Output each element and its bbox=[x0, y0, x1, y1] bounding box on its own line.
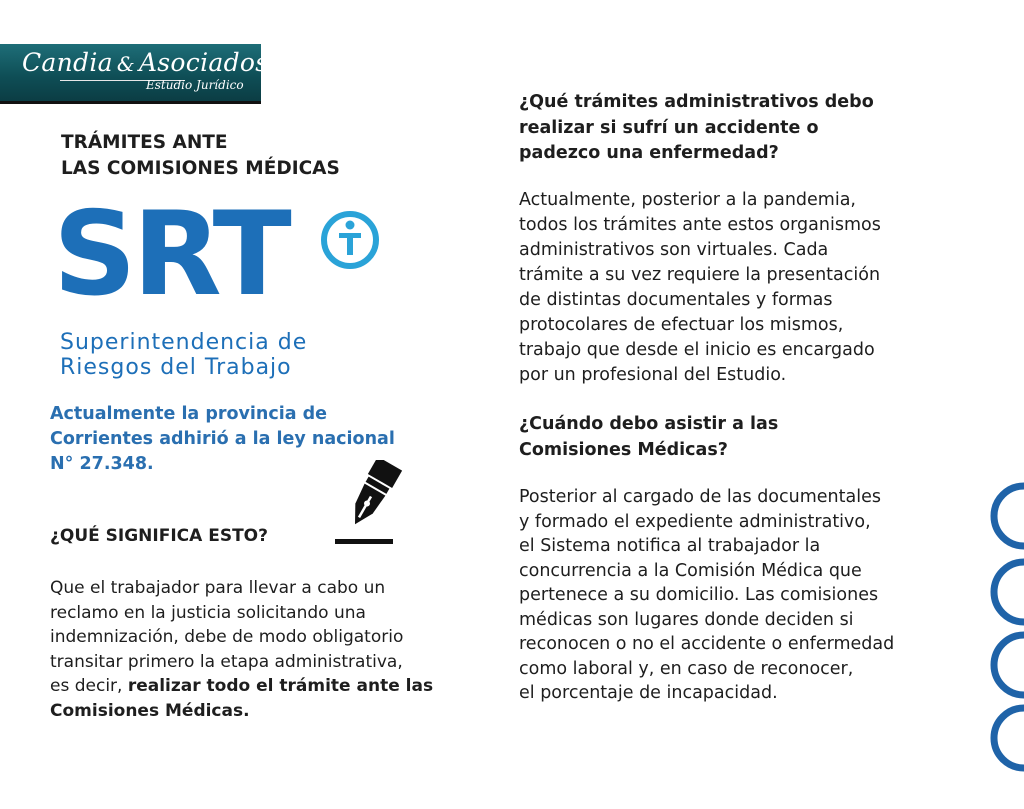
logo-ampersand: & bbox=[116, 52, 135, 76]
a1-line-3: administrativos son virtuales. Cada bbox=[519, 240, 829, 260]
highlight-line-2: Corrientes adhirió a la ley nacional bbox=[50, 429, 395, 449]
meaning-line-5 bbox=[50, 674, 460, 699]
q1-line-3: padezco una enfermedad? bbox=[519, 143, 779, 163]
srt-logo-letters: SRT bbox=[53, 187, 288, 322]
a2-line-5: pertenece a su domicilio. Las comisiones bbox=[519, 585, 879, 605]
logo-word-asociados: Asociados bbox=[138, 48, 269, 77]
srt-name-line-1: Superintendencia de bbox=[60, 330, 308, 355]
a1-line-8: por un profesional del Estudio. bbox=[519, 365, 787, 385]
meaning-line-4: transitar primero la etapa administrativa, bbox=[50, 651, 403, 672]
a1-line-2: todos los trámites ante estos organismos bbox=[519, 215, 881, 235]
a2-line-1: Posterior al cargado de las documentales bbox=[519, 487, 881, 507]
logo-wordmark bbox=[22, 48, 268, 77]
answer-when-attend-paragraph bbox=[519, 485, 949, 706]
a1-line-4: trámite a su vez requiere la presentación bbox=[519, 265, 881, 285]
binder-rings-icon bbox=[986, 480, 1024, 780]
a2-line-7: reconocen o no el accidente o enfermedad bbox=[519, 634, 895, 654]
question-procedures-heading bbox=[519, 90, 919, 167]
question-when-attend-heading bbox=[519, 412, 919, 463]
a1-line-6: protocolares de efectuar los mismos, bbox=[519, 315, 844, 335]
meaning-line-2: reclamo en la justicia solicitando una bbox=[50, 602, 366, 623]
a2-line-4: concurrencia a la Comisión Médica que bbox=[519, 560, 862, 581]
meaning-line-6-bold: Comisiones Médicas. bbox=[50, 700, 250, 721]
meaning-line-5-plain: es decir, bbox=[50, 676, 128, 696]
meaning-heading: ¿QUÉ SIGNIFICA ESTO? bbox=[50, 526, 268, 546]
q1-line-2: realizar si sufrí un accidente o bbox=[519, 117, 819, 138]
meaning-line-5-bold: realizar todo el trámite ante las bbox=[127, 676, 434, 696]
q1-line-1: ¿Qué trámites administrativos debo bbox=[519, 92, 874, 112]
fountain-pen-icon bbox=[333, 460, 405, 546]
a2-line-3: el Sistema notifica al trabajador la bbox=[519, 536, 821, 556]
page-title-line-2: LAS COMISIONES MÉDICAS bbox=[61, 158, 340, 179]
srt-full-name bbox=[60, 330, 307, 380]
meaning-line-3: indemnización, debe de modo obligatorio bbox=[50, 627, 404, 647]
logo-subtitle: Estudio Jurídico bbox=[146, 78, 244, 92]
meaning-paragraph bbox=[50, 576, 460, 723]
a1-line-1: Actualmente, posterior a la pandemia, bbox=[519, 190, 856, 210]
a1-line-5: de distintas documentales y formas bbox=[519, 290, 833, 310]
a2-line-9: el porcentaje de incapacidad. bbox=[519, 683, 778, 703]
a2-line-6: médicas son lugares donde deciden si bbox=[519, 609, 854, 630]
brand-logo bbox=[0, 44, 269, 104]
srt-info-icon bbox=[318, 208, 382, 272]
highlight-line-3: N° 27.348. bbox=[50, 454, 154, 474]
srt-name-line-2: Riesgos del Trabajo bbox=[60, 355, 292, 380]
a2-line-2: y formado el expediente administrativo, bbox=[519, 511, 871, 532]
answer-procedures-paragraph bbox=[519, 188, 929, 388]
q2-line-1: ¿Cuándo debo asistir a las bbox=[519, 414, 779, 434]
logo-word-candia: Candia bbox=[22, 48, 113, 77]
meaning-line-1: Que el trabajador para llevar a cabo un bbox=[50, 578, 386, 598]
page-title bbox=[61, 130, 340, 182]
q2-line-2: Comisiones Médicas? bbox=[519, 439, 728, 460]
a2-line-8: como laboral y, en caso de reconocer, bbox=[519, 658, 854, 679]
highlight-line-1: Actualmente la provincia de bbox=[50, 404, 328, 424]
a1-line-7: trabajo que desde el inicio es encargado bbox=[519, 340, 875, 360]
page-title-line-1: TRÁMITES ANTE bbox=[61, 132, 228, 153]
